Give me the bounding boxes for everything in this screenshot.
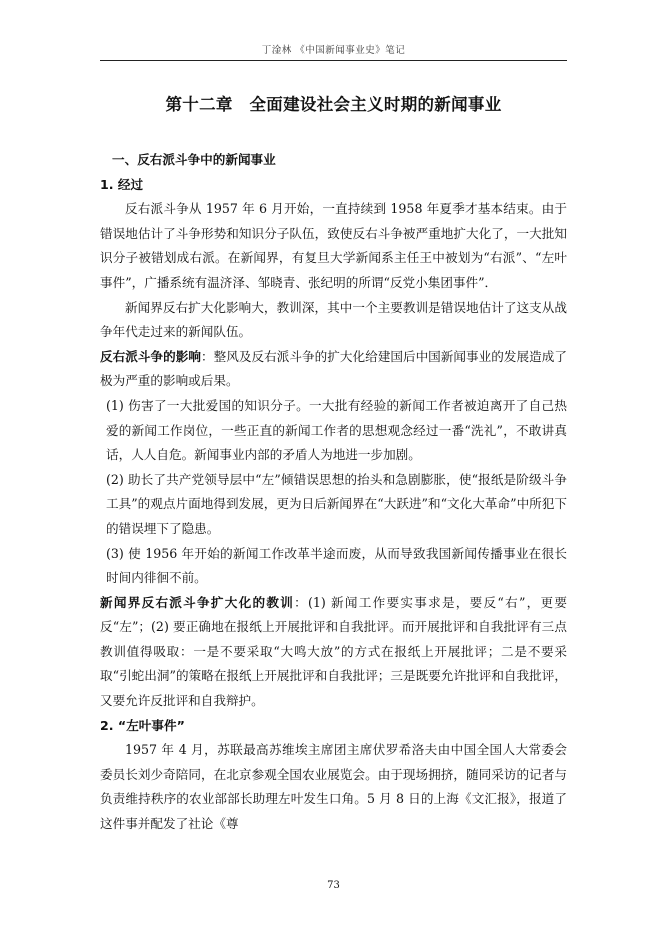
header-rule (100, 60, 567, 61)
subsection-heading: 2. “左叶事件” (100, 717, 185, 733)
paragraph: 新闻界反右扩大化影响大，教训深，其中一个主要教训是错误地估计了这支从战争年代走过来的新闻队伍。 (100, 299, 567, 340)
list-item: (3) 使 1956 年开始的新闻工作改革半途而废，从而导致我国新闻传播事业在很长时间内徘徊不前。 (106, 545, 567, 586)
page-number: 73 (327, 880, 340, 891)
chapter-title: 第十二章 全面建设社会主义时期的新闻事业 (165, 95, 502, 114)
body-text (100, 148, 567, 837)
subsection-heading: 1. 经过 (100, 176, 144, 192)
list-item: (1) 伤害了一大批爱国的知识分子。一大批有经验的新闻工作者被迫离开了自己热爱的新闻工作岗位，一些正直的新闻工作者的思想观念经过一番“洗礼”，不敢讲真话，人人自危。新闻事业内部的矛盾人为地进一步加剧。 (106, 397, 567, 463)
list-item: (2) 助长了共产党领导层中“左”倾错误思想的抬头和急剧膨胀，使“报纸是阶级斗争工具”的观点片面地得到发展，更为日后新闻界在“大跃进”和“文化大革命”中所犯下的错误埋下了隐患。 (106, 471, 567, 536)
impact-label: 反右派斗争的影响 (100, 348, 201, 364)
lessons-text: ：(1) 新闻工作要实事求是，要反“右”，更要反“左”；(2) 要正确地在报纸上开展批评和自我批评。而开展批评和自我批评有三点教训值得吸取：一是不要采取“大鸣大放”的方式在报纸上开展批评；二是不要采取“引蛇出洞”的策略在报纸上开展批评和自我批评；三是既要允许批评和自我批评，又要允许反批评和自我辩护。 (100, 594, 567, 709)
running-header: 丁淦林 《中国新闻事业史》笔记 (261, 45, 406, 56)
lessons-label: 新闻界反右派斗争扩大化的教训 (100, 594, 295, 610)
lessons-paragraph (100, 591, 567, 714)
impact-text: ：整风及反右派斗争的扩大化给建国后中国新闻事业的发展造成了极为严重的影响或后果。 (100, 348, 568, 389)
paragraph: 1957 年 4 月，苏联最高苏维埃主席团主席伏罗希洛夫由中国全国人大常委会委员长刘少奇陪同，在北京参观全国农业展览会。由于现场拥挤，随同采访的记者与负责维持秩序的农业部部长助理左叶发生口角。5 月 8 日的上海《文汇报》，报道了这件事并配发了社论《尊 (100, 742, 567, 832)
section-heading: 一、反右派斗争中的新闻事业 (112, 152, 276, 167)
impact-paragraph (100, 345, 567, 394)
paragraph: 反右派斗争从 1957 年 6 月开始，一直持续到 1958 年夏季才基本结束。由于错误地估计了斗争形势和知识分子队伍，致使反右斗争被严重地扩大化了，一大批知识分子被错划成右派。在新闻界，有复旦大学新闻系主任王中被划为“右派”、“左叶事件”，广播系统有温济泽、邹晓青、张纪明的所谓“反党小集团事件”． (100, 201, 567, 290)
